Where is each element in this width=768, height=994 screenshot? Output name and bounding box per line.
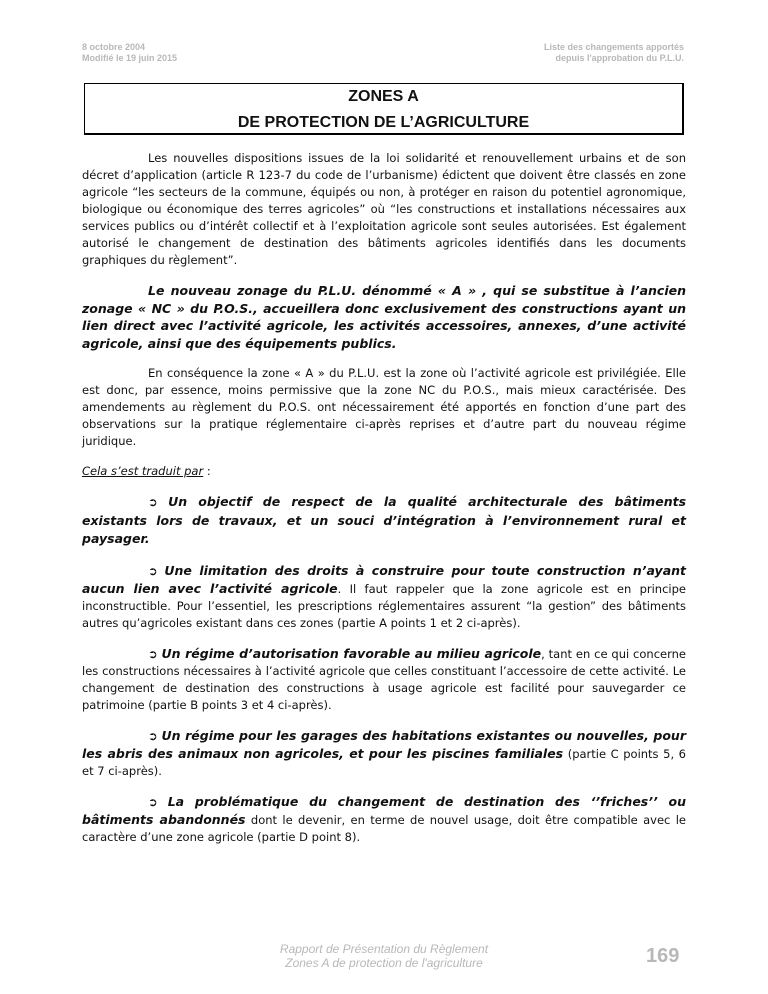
header-date: 8 octobre 2004 <box>82 42 146 52</box>
document-body <box>82 150 686 859</box>
bullet-architecture-text: Un objectif de respect de la qualité architecturale des bâtiments existants lors de travaux, et un souci d’intégration à l’environnement rural et paysager. <box>82 494 687 546</box>
bullet-friches-rest: dont le devenir, en terme de nouvel usage, doit être compatible avec le caractère d’une zone agricole (partie D point 8). <box>82 812 687 844</box>
bullet-garages <box>82 727 686 780</box>
bullet-limitation <box>82 562 686 632</box>
header-right <box>544 42 684 64</box>
footer-line-1: Rapport de Présentation du Règlement <box>279 942 489 956</box>
arrow-icon: ➲ <box>148 728 158 743</box>
title-line-2: DE PROTECTION DE L’AGRICULTURE <box>237 114 530 131</box>
title-line-1: ZONES A <box>348 88 419 105</box>
header-modified-date: Modifié le 19 juin 2015 <box>82 53 178 63</box>
bullet-friches-bold: La problématique du changement de destination des ‘’friches’’ ou bâtiments abandonnés <box>82 793 686 827</box>
list-intro-colon: : <box>203 464 211 478</box>
list-intro <box>82 463 686 480</box>
bullet-authorisation-bold: Un régime d’autorisation favorable au milieu agricole <box>161 645 542 661</box>
bullet-limitation-bold: Une limitation des droits à construire pour toute construction n’ayant aucun lien avec l’activité agricole <box>82 562 686 596</box>
header-changes-title: Liste des changements apportés <box>543 42 684 52</box>
header-changes-subtitle: depuis l'approbation du P.L.U. <box>555 53 684 63</box>
list-intro-underlined: Cela s’est traduit par <box>82 464 204 478</box>
bullet-garages-rest: (partie C points 5, 6 et 7 ci-après). <box>82 746 686 778</box>
paragraph-consequence: En conséquence la zone « A » du P.L.U. est la zone où l’activité agricole est privilégiée. Elle est donc, par essence, moins permissive que la zone NC du P.O.S., mais mieux caractérisée. Des amendements au règlement du P.O.S. ont nécessairement été apportés en fonction d’une part des observations sur la pratique réglementaire ci-après reprises et d’autre part du nouveau régime juridique. <box>82 366 686 448</box>
bullet-friches <box>82 793 686 846</box>
arrow-icon: ➲ <box>148 646 158 661</box>
header-left <box>82 42 177 64</box>
arrow-icon: ➲ <box>148 794 158 809</box>
arrow-icon: ➲ <box>148 563 158 578</box>
bullet-limitation-rest: . Il faut rappeler que la zone agricole est en principe inconstructible. Pour l’essentiel, les prescriptions réglementaires assurent “la gestion” des bâtiments autres qu’agricoles existant dans ces zones (partie A points 1 et 2 ci-après). <box>82 581 686 630</box>
footer-line-2: Zones A de protection de l'agriculture <box>285 956 483 970</box>
title-box <box>84 83 684 135</box>
footer-caption <box>258 942 510 970</box>
paragraph-intro: Les nouvelles dispositions issues de la loi solidarité et renouvellement urbains et de son décret d’application (article R 123-7 du code de l’urbanisme) édictent que doivent être classés en zone agricole “les secteurs de la commune, équipés ou non, à protéger en raison du potentiel agronomique, biologique ou économique des terres agricoles” où “les constructions et installations nécessaires aux services publics ou d’intérêt collectif et à l’exploitation agricole sont seules autorisées. Est également autorisé le changement de destination des bâtiments agricoles identifiés dans les documents graphiques du règlement”. <box>82 151 686 267</box>
paragraph-zoning: Le nouveau zonage du P.L.U. dénommé « A » , qui se substitue à l’ancien zonage « NC » du P.O.S., accueillera donc exclusivement des constructions ayant un lien direct avec l’activité agricole, les activités accessoires, annexes, d’une activité agricole, ainsi que des équipements publics. <box>82 283 686 351</box>
arrow-icon: ➲ <box>148 495 158 509</box>
bullet-authorisation <box>82 645 686 714</box>
bullet-architecture <box>82 493 686 549</box>
bullet-authorisation-rest: , tant en ce qui concerne les constructions nécessaires à l’activité agricole que celles constituant l’accessoire de cette activité. Le changement de destination des constructions à usage agricole est facilité pour sauvegarder ce patrimoine (partie B points 3 et 4 ci-après). <box>82 646 686 712</box>
bullet-garages-bold: Un régime pour les garages des habitations existantes ou nouvelles, pour les abris des animaux non agricoles, et pour les piscines familiales <box>82 727 686 761</box>
page-number: 169 <box>646 945 680 967</box>
